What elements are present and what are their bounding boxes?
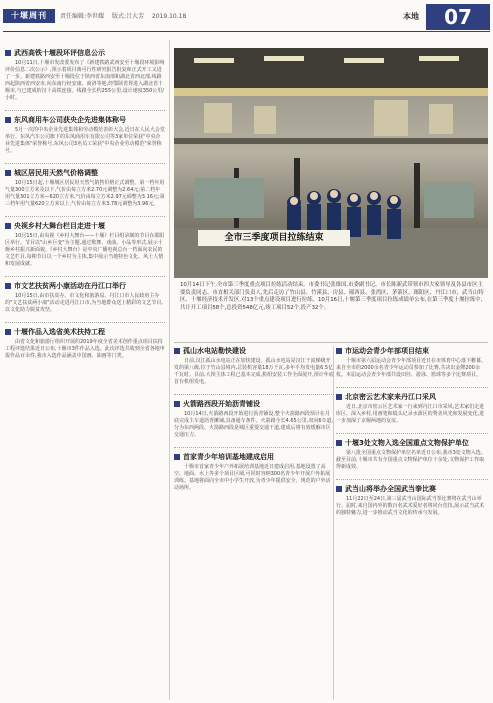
article-headline: 孤山水电站勒快建设 (174, 346, 334, 356)
bullet-square-icon (5, 117, 11, 123)
article-divider (5, 216, 165, 217)
page-number: 07 (426, 4, 490, 30)
article (5, 48, 165, 102)
article-headline: 武当山将举办全国武当拳比赛 (336, 484, 488, 494)
article-body: 5月一次的中央企业先进集体和劳动模范表彰大会,近日在人民大会堂举行。东风汽车公司旗下的东风商用车有限公司等3家单位荣获"中央企业先进集体"荣誉称号,东风公司3名员工荣获"中央企业劳动模范"荣誉称号。 (5, 127, 165, 154)
section-divider (174, 342, 488, 343)
article (5, 115, 165, 155)
masthead-rule (3, 31, 490, 32)
article-divider (5, 110, 165, 111)
article (336, 484, 488, 517)
bullet-square-icon (174, 401, 180, 407)
article-headline: 东风商用车公司获央企先进集体称号 (5, 115, 165, 125)
article (5, 281, 165, 314)
article (336, 346, 488, 379)
article-divider (5, 322, 165, 323)
article-body: 十堰市首家青少年户外拓展培训基地近日建成启用,基地设置了高空、地面、水上等多个项目区域,可同时容纳300名青少年开展户外拓展训练。基地将面向全市中小学生开放,为青少年提供安全、规范的户外活动场所。 (174, 464, 331, 491)
article-body: 10月11日,十堰市发改委发布了《新建铁路武西安至十堰段环境影响评价信息二次公示》,预示着项目离可行性研究报告批复和正式开工又进了一步。新建铁路西安至十堰段位于陕西省东南部和湖北省西北部,线路西起陕西省西安市,向东南行经安康、商洛等地,经鄂陕省界进入湖北省十堰市,与已建成的汉十高铁连接。线路全长约255公里,设计速度350公里/小时。 (5, 60, 165, 101)
article-divider (336, 479, 488, 480)
article (5, 327, 165, 360)
article (174, 346, 334, 386)
bullet-square-icon (5, 50, 11, 56)
article-divider (336, 433, 488, 434)
article-body: 十堰市第六届运动会青少年部项目近日在市体育中心落下帷幕。来自全市的2000余名青少年运动员参加了比赛,共决出金牌200余枚。本届运动会青少年部共设田径、游泳、篮球等多个比赛项目。 (336, 358, 487, 378)
designer-credit: 版式:吕大芳 (111, 13, 144, 20)
article (174, 399, 334, 439)
masthead (0, 0, 493, 40)
bullet-square-icon (336, 440, 342, 446)
photo-caption: 10月14日下午,全市第三季度重点项目拉练活动结束。市委书记张维国,市委副书记、市长陈新武带领市四大家领导及各县市区主要负责同志、市直相关部门负责人,先后走访了竹山县、竹溪县、房县、郧西县、张湾区、茅箭区、郧阳区、丹江口市、武当山特区、十堰经济技术开发区,对13个重点建设项目进行拉练。10月16日,十堰第三季度项目拉练成绩单公布,在第三季度十堰拉练中,共计开工项目58个,总投资548亿元,竣工项目52个,投产32个。 (180, 282, 484, 311)
brand-logo: 十堰周刊 (3, 9, 55, 23)
article-body: 近日,北京市密云区艺术家一行来到丹江口市采风,艺术家们走进库区、深入乡村,用画笔和镜头记录水源区的秀美风光和发展变化,进一步加深了京堰两地的友谊。 (336, 404, 485, 424)
bullet-square-icon (174, 454, 180, 460)
article-divider (336, 387, 488, 388)
article-headline: 央视乡村大舞台栏目走进十堰 (5, 221, 165, 231)
article-headline: 市运动会青少年部项目结束 (336, 346, 488, 356)
column-divider (169, 40, 170, 700)
article-headline: 城区居民用天然气价格调整 (5, 168, 165, 178)
article-headline: 北京密云艺术家来丹江口采风 (336, 392, 488, 402)
article-divider (5, 276, 165, 277)
article-headline: 市文艺扶贫两小康活动在丹江口举行 (5, 281, 165, 291)
photo-title: 全市三季度项目拉练结束 (224, 233, 324, 243)
article-body: 10月15日,由央视《乡村大舞台——十堰》栏目组录制的节目在郧阳区举行。节目以"山乡巨变"为主题,通过歌舞、戏曲、小品等形式,展示十堰乡村振兴新面貌。《乡村大舞台》是中央广播电视总台一档面向农民的文艺栏目,每期节目以一个乡村为主体,集中展示当地特色文化、风土人情和发展成就。 (5, 233, 165, 267)
issue-date: 2019.10.18 (151, 13, 187, 20)
bullet-square-icon (336, 486, 342, 492)
article-body: 日前,汉江孤山水电站正在加快建设。孤山水电站是汉江干流梯级开发的第八级,位于竹山县境内,总装机容量18万千瓦,多年平均发电量6.5亿千瓦时。目前,大坝主体工程已基本完成,机组安装工作全面展开,预计年底首台机组发电。 (174, 358, 334, 385)
article-body: 10月15日起,十堰城区居民用天然气销售价格正式调整。第一档年用气量300立方米及以下,气价由每立方米2.70元调整为2.64元;第二档年用气量301立方米—620立方米,气价由每立方米2.97元调整为3.16元;第三档年用气量620立方米以上,气价由每立方米3.78元调整为3.96元。 (5, 180, 165, 207)
bullet-square-icon (336, 348, 342, 354)
photo-banner (198, 230, 350, 246)
section-name: 本地 (403, 12, 419, 21)
article-body: 11月22日至24日,第三届武当山国际武当拳比赛将在武当山举行。届时,来自国内外的数百名武术爱好者将同台竞技,展示武当武术的独特魅力,进一步推动武当文化的传承与发展。 (336, 496, 485, 516)
article-divider (174, 447, 334, 448)
left-column (5, 48, 165, 368)
article (5, 168, 165, 208)
article-headline: 武西高铁十堰段环评信息公示 (5, 48, 165, 58)
article (5, 221, 165, 268)
bullet-square-icon (5, 283, 11, 289)
bullet-square-icon (5, 170, 11, 176)
article-body: 10月15日,由市扶贫办、市文化和旅游局、丹江口市人民政府主办的"文艺扶贫两小康"活动走进丹江口市,为当地群众送上精彩的文艺节目,以文化助力脱贫攻坚。 (5, 293, 163, 313)
bullet-square-icon (336, 394, 342, 400)
masthead-meta (60, 11, 192, 20)
article (336, 392, 488, 425)
article-headline: 十堰3处文物入选全国重点文物保护单位 (336, 438, 488, 448)
article-body: 10月14日,火箭路西段开始进行沥青铺设,整个火箭路西段预计在月底完成主车道沥青摊铺,具备通车条件。火箭路全长4.65公里,双向6车道,分为东西两段。火箭路西段是城区重要交通干道,建成后将有效缓解市区交通压力。 (174, 411, 334, 438)
right-column (336, 346, 488, 525)
article-body: 由省文化和旅游厅组织开展的2019年度全省美术创作重点项目扶持工程评选结果近日公布,十堰市3件作品入选。此次评选共收到全省各地申报作品百余件,我市入选作品涵盖中国画、油画等门类。 (5, 339, 165, 359)
article-headline: 首家青少年培训基地建成启用 (174, 452, 334, 462)
article-divider (5, 163, 165, 164)
bullet-square-icon (5, 329, 11, 335)
middle-column (174, 346, 334, 500)
article-headline: 十堰作品入选省美术扶持工程 (5, 327, 165, 337)
article (174, 452, 334, 492)
editor-credit: 责任编辑:李世耀 (60, 13, 105, 20)
bullet-square-icon (5, 223, 11, 229)
article-divider (174, 394, 334, 395)
article-body: 第八批全国重点文物保护单位名单近日公布,我市3处文物入选。截至目前,十堰市共有全国重点文物保护单位十余处,文物保护工作取得新成效。 (336, 450, 486, 470)
article (336, 438, 488, 471)
article-headline: 火箭路西段开始沥青铺设 (174, 399, 334, 409)
bullet-square-icon (174, 348, 180, 354)
